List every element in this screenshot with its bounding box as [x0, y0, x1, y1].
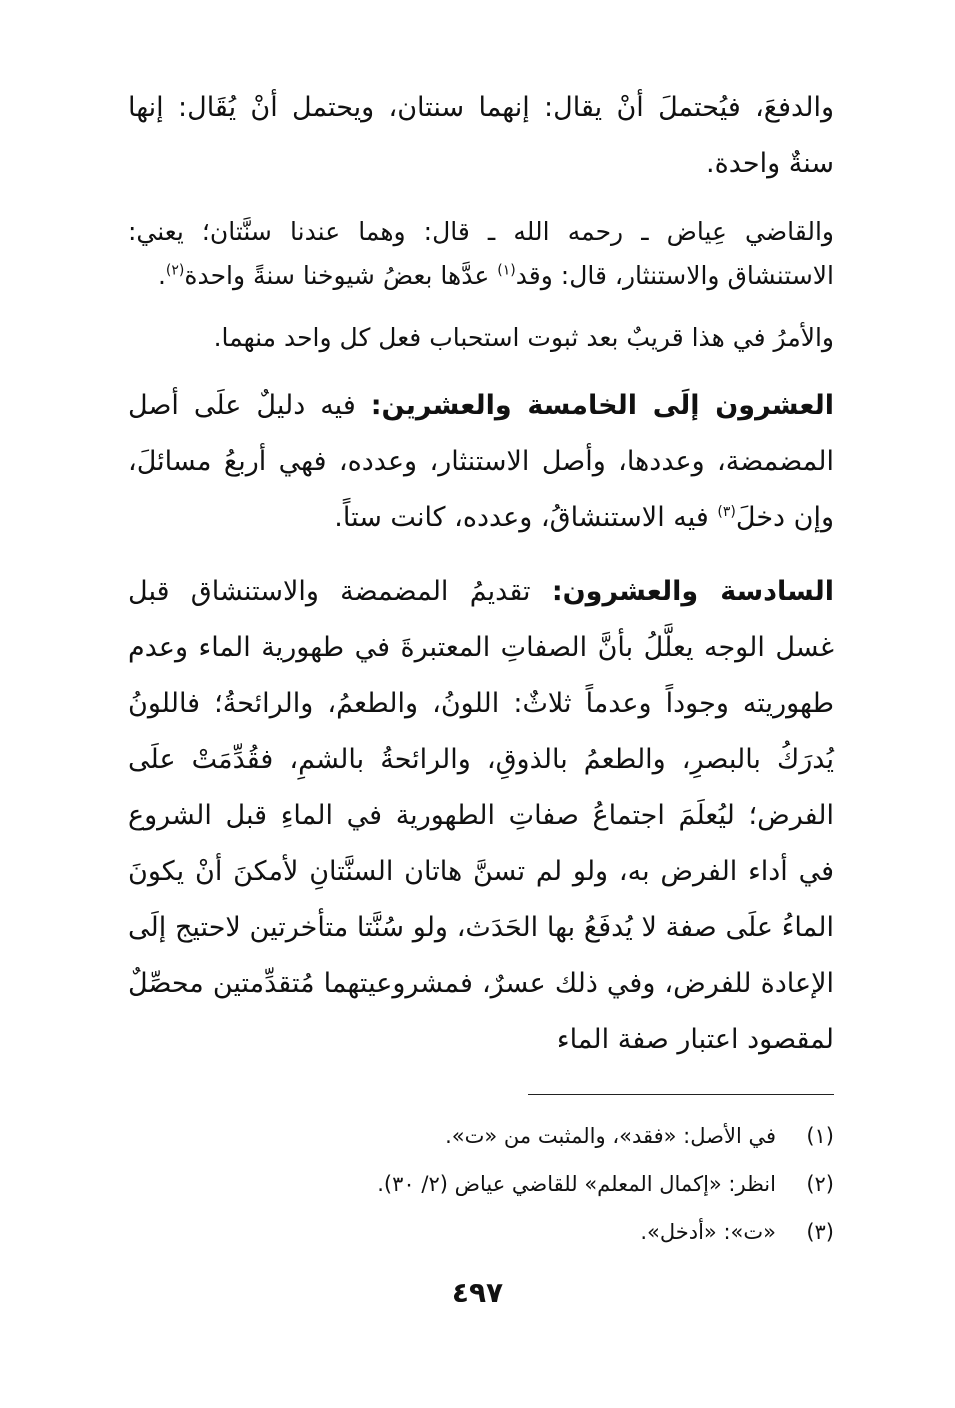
paragraph-1-text: والدفعَ، فيُحتملَ أنْ يقال: إنهما سنتان، ويحتمل أنْ يُقَال: إنها سنةٌ واحدة.: [128, 92, 834, 179]
footnote-1-text: في الأصل: «فقد»، والمثبت من «ت».: [445, 1124, 776, 1148]
paragraph-5: [128, 564, 834, 1068]
footnote-ref-3[interactable]: (٣): [717, 504, 736, 520]
paragraph-4-text-a: فيه دليلٌ علَى أصل المضمضة، وعددها، وأصل الاستنثار، وعدده، فهي أربعُ مسائلَ، وإن دخلَ: [128, 390, 834, 533]
paragraph-2-text-c: .: [157, 261, 166, 290]
footnote-ref-1[interactable]: (١): [497, 262, 516, 279]
paragraph-2: [128, 210, 834, 298]
paragraph-5-text: تقديمُ المضمضة والاستنشاق قبل غسل الوجه يعلَّلُ بأنَّ الصفاتِ المعتبرةَ في طهورية الماء وعدم طهوريته وجوداً وعدماً ثلاثٌ: اللونُ، والطعمُ، والرائحةُ؛ فاللونُ يُدرَكُ بالبصرِ، والطعمُ بالذوقِ، والرائحةُ بالشمِ، فقُدِّمَتْ علَى الفرض؛ ليُعلَمَ اجتماعُ صفاتِ الطهورية في الماءِ قبل الشروع في أداء الفرض به، ولو لم تسنَّ هاتان السنَّتانِ لأمكنَ أنْ يكونَ الماءُ علَى صفة لا يُدفَعُ بها الحَدَث، ولو سُنَّتا متأخرتين لاحتيج إلَى الإعادة للفرض، وفي ذلك عسرٌ، فمشروعيتهما مُتقدِّمتين محصِّلٌ لمقصود اعتبار صفة الماء: [128, 576, 834, 1055]
footnote-ref-2[interactable]: (٢): [165, 262, 185, 279]
paragraph-3-text: والأمرُ في هذا قريبٌ بعد ثبوت استحباب فعل كل واحد منهما.: [213, 323, 834, 352]
footnote-1: [128, 1112, 834, 1160]
paragraph-5-heading: السادسة والعشرون:: [551, 576, 835, 607]
footnote-2: [128, 1160, 834, 1208]
footnote-divider: [528, 1094, 834, 1095]
footnote-2-number: (٢): [806, 1172, 834, 1196]
footnote-1-number: (١): [806, 1124, 834, 1148]
paragraph-4: [128, 378, 834, 546]
footnote-3-number: (٣): [806, 1220, 834, 1244]
paragraph-4-text-b: فيه الاستنشاقُ، وعدده، كانت ستاً.: [334, 502, 718, 533]
paragraph-4-heading: العشرون إلَى الخامسة والعشرين:: [370, 390, 834, 421]
main-text: [128, 80, 834, 1068]
paragraph-1: [128, 80, 834, 192]
paragraph-2-text-a: والقاضي عِياض ـ رحمه الله ـ قال: وهما عندنا سنَّتان؛ يعني: الاستنشاق والاستنثار، قال: وقد: [128, 217, 834, 290]
footnote-3-text: «ت»: «أدخل».: [640, 1220, 776, 1244]
page-number: ٤٩٧: [451, 1276, 504, 1309]
footnote-3: [128, 1208, 834, 1256]
paragraph-3: [128, 316, 834, 360]
paragraph-2-text-b: عدَّها بعضُ شيوخنا سنةً واحدة: [184, 261, 498, 290]
footnote-2-text: انظر: «إكمال المعلم» للقاضي عياض (٢/ ٣٠).: [377, 1172, 776, 1196]
footnotes: [128, 1112, 834, 1256]
